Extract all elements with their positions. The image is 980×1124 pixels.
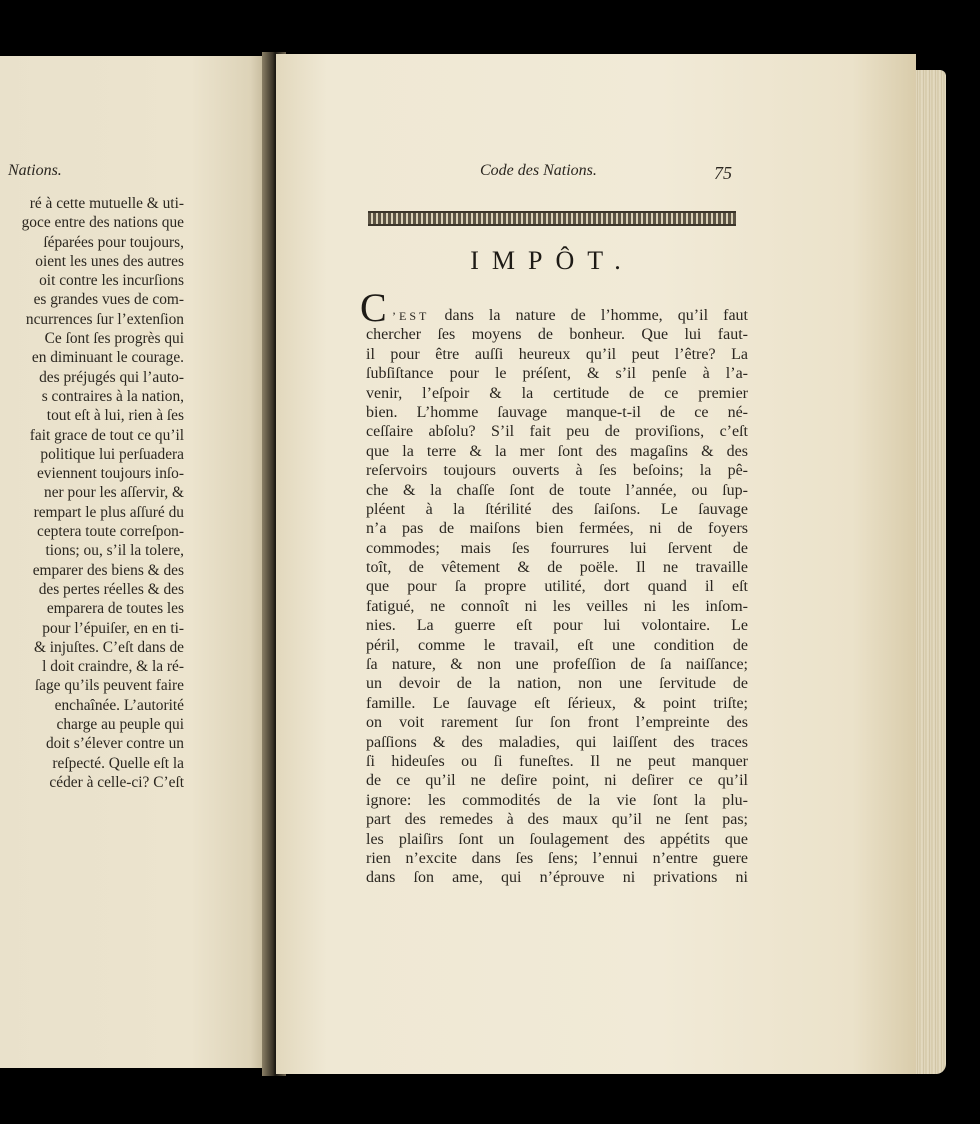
text-line: fatigué, ne connoît ni les veilles ni les inſom- [366, 597, 748, 615]
text-line: commodes; mais ſes fourrures lui ſervent de [366, 539, 748, 557]
text-line: des préjugés qui l’auto- [39, 368, 184, 386]
opening-small-caps: ’EST [392, 309, 430, 323]
text-line: que la terre & la mer ſont des magaſins & des [366, 442, 748, 460]
text-line: l doit craindre, & la ré- [42, 658, 184, 676]
text-line: bien. L’homme ſauvage manque-t-il de ce né- [366, 403, 748, 421]
text-line: oient les unes des autres [35, 252, 184, 270]
text-line: ceſſaire abſolu? S’il fait peu de proviſions, c’eſt [366, 423, 748, 441]
left-running-head: Nations. [8, 162, 62, 179]
text-line: emparer des biens & des [32, 561, 184, 579]
text-line: eviennent toujours inſo- [36, 465, 184, 483]
text-line: péril, comme le travail, eſt une condition de [366, 636, 748, 654]
text-line: famille. Le ſauvage eſt ſérieux, & point triſte; [366, 694, 748, 712]
text-line: tout eſt à lui, rien à ſes [46, 407, 184, 425]
text-line: ignore: les commodités de la vie ſont la plu- [366, 791, 748, 809]
text-line: rempart le plus aſſuré du [33, 503, 184, 521]
text-line: emparera de toutes les [46, 600, 184, 618]
text-line: n’a pas de maiſons bien fermées, ni de foyers [366, 520, 748, 538]
text-line: il pour être auſſi heureux qu’il peut l’être? La [366, 345, 748, 363]
text-line: goce entre des nations que [21, 214, 184, 232]
text-line: que pour ſa propre utilité, dort quand il eſt [366, 578, 748, 596]
ornamental-rule [368, 211, 736, 226]
text-line: fait grace de tout ce qu’il [29, 426, 184, 444]
text-line: che & la chaſſe ſont de toute l’année, ou ſup- [366, 481, 748, 499]
drop-cap: C [360, 285, 387, 330]
left-page [0, 56, 272, 1068]
text-line: & injuſtes. C’eſt dans de [33, 638, 184, 656]
text-line: ſubſiſtance pour le préſent, & s’il penſe à l’a- [366, 365, 748, 383]
text-line: s contraires à la nation, [41, 387, 184, 405]
text-line: ncurrences ſur l’extenſion [25, 310, 184, 328]
text-line: enchaînée. L’autorité [54, 696, 184, 714]
text-line: reſervoirs toujours ouverts à ſes beſoins; la pê- [366, 462, 748, 480]
left-page-text [0, 194, 184, 792]
text-line: des pertes réelles & des [38, 580, 184, 598]
opening-line-text: dans la nature de l’homme, qu’il faut [444, 307, 749, 324]
text-line: ſéparées pour toujours, [43, 233, 184, 251]
chapter-title: IMPÔT. [470, 246, 634, 275]
text-line: rien n’excite dans ſes ſens; l’ennui n’entre guere [366, 849, 748, 867]
text-line: toît, de vêtement & de poële. Il ne travaille [366, 559, 748, 577]
text-line: chercher ſes moyens de bonheur. Que lui faut- [366, 326, 748, 344]
text-line: paſſions & des maladies, qui laiſſent des traces [366, 733, 748, 751]
text-line: on voit rarement ſur ſon front l’empreinte des [366, 714, 748, 732]
text-line: es grandes vues de com- [33, 291, 184, 309]
text-line: de ce qu’il ne deſire point, ni deſirer ce qu’il [366, 772, 748, 790]
text-line: part des remedes à des maux qu’il ne ſent pas; [366, 811, 748, 829]
text-line: reſpecté. Quelle eſt la [52, 754, 184, 772]
text-line: venir, l’eſpoir & la certitude de ce premier [366, 384, 748, 402]
text-line: ner pour les aſſervir, & [44, 484, 184, 502]
page-number: 75 [714, 163, 732, 183]
right-running-head: Code des Nations. [480, 162, 597, 179]
text-line: un devoir de la nation, non une ſervitude de [366, 675, 748, 693]
text-line: les plaiſirs ſont un ſoulagement des appétits que [366, 830, 748, 848]
text-line: oit contre les incurſions [39, 272, 184, 290]
text-line: politique lui perſuadera [40, 445, 184, 463]
text-line: dans ſon ame, qui n’éprouve ni privations ni [366, 869, 748, 887]
text-line: ſage qu’ils peuvent faire [34, 677, 184, 695]
text-line: ré à cette mutuelle & uti- [29, 195, 184, 212]
text-line: ceptera toute correſpon- [37, 523, 184, 541]
text-line: en diminuant le courage. [31, 349, 184, 367]
text-line: nies. La guerre eſt pour lui volontaire. Le [366, 617, 748, 635]
text-line: Ce ſont ſes progrès qui [44, 330, 184, 348]
text-line [366, 306, 748, 325]
right-page-text [366, 306, 748, 888]
text-line: céder à celle-ci? C’eſt [49, 773, 184, 791]
text-line: charge au peuple qui [56, 716, 184, 734]
text-line: doit s’élever contre un [45, 735, 184, 753]
text-line: tions; ou, s’il la tolere, [45, 542, 184, 560]
text-line: pour l’épuiſer, en en ti- [42, 619, 184, 637]
text-line: ſi hideuſes ou ſi funeſtes. Il ne peut manquer [366, 752, 748, 770]
text-line: ſa nature, & non une profeſſion de ſa naiſſance; [366, 656, 748, 674]
text-line: pléent à la ſtérilité des ſaiſons. Le ſauvage [366, 500, 748, 518]
right-page [276, 54, 916, 1074]
